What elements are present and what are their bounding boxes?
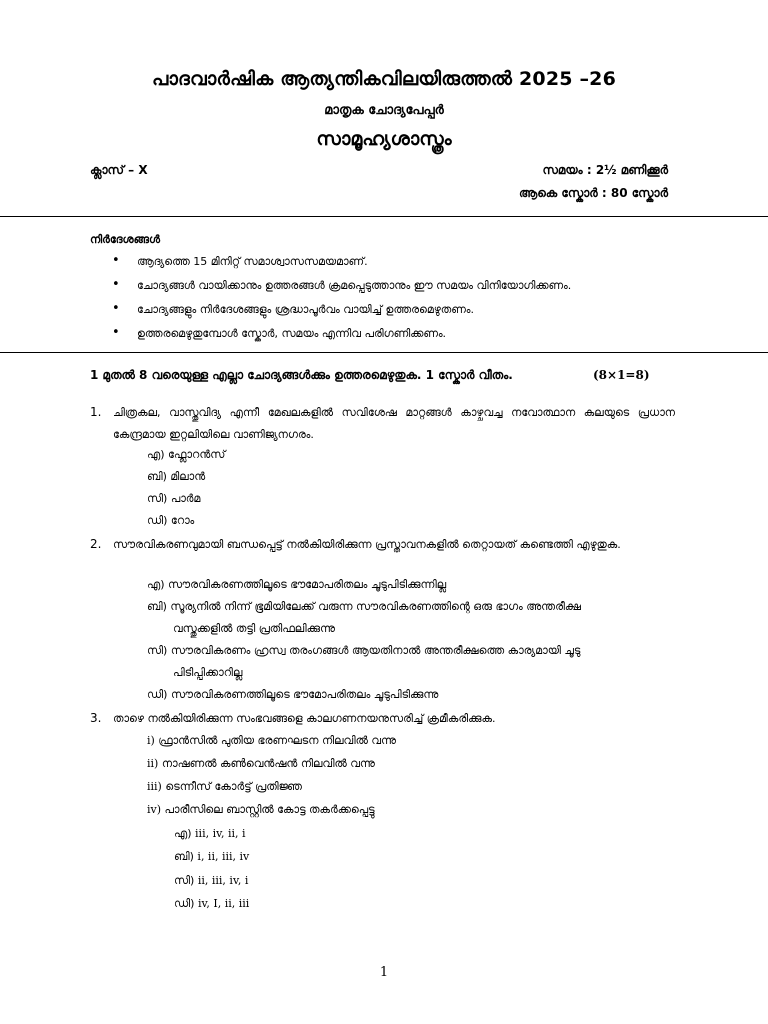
option bbox=[147, 684, 675, 706]
divider-bottom bbox=[0, 352, 768, 353]
option-value: ii, iii, iv, i bbox=[197, 874, 249, 887]
event-item bbox=[147, 734, 396, 748]
instructions-heading: നിർദേശങ്ങൾ bbox=[90, 233, 161, 246]
event-item bbox=[147, 803, 375, 817]
option-text: സൗരവികരണത്തിലൂടെ ഭൗമോപരിതലം ചൂടുപിടിക്കുന്നില്ല bbox=[168, 578, 447, 591]
section-marks: (8×1=8) bbox=[593, 368, 650, 382]
option-label: സി) bbox=[174, 874, 195, 887]
event-text: ടെന്നീസ് കോർട്ട് പ്രതിജ്ഞ bbox=[165, 780, 302, 793]
event-numeral: ii) bbox=[147, 757, 159, 770]
option-label: ബി) bbox=[174, 850, 194, 863]
event-numeral: i) bbox=[147, 734, 155, 747]
event-text: നാഷണൽ കൺവെൻഷൻ നിലവിൽ വന്നു bbox=[161, 757, 375, 770]
question-number: 1. bbox=[90, 405, 102, 419]
divider-top bbox=[0, 216, 768, 217]
option-label: സി) bbox=[147, 644, 168, 657]
event-item bbox=[147, 757, 375, 771]
event-text: ഫ്രാൻസിൽ പുതിയ ഭരണഘടന നിലവിൽ വന്നു bbox=[158, 734, 396, 747]
option-value: iii, iv, ii, i bbox=[195, 827, 246, 840]
question-text: ചിത്രകല, വാസ്തുവിദ്യ എന്നീ മേഖലകളിൽ സവിശേഷ മാറ്റങ്ങൾ കാഴ്ചവച്ച നവോത്ഥാന കലയുടെ പ്രധാന കേന്ദ്രമായ ഇറ്റലിയിലെ വാണിജ്യനഗരം. bbox=[113, 406, 675, 441]
class-label: ക്ലാസ് – X bbox=[90, 163, 148, 177]
event-numeral: iii) bbox=[147, 780, 162, 793]
option bbox=[174, 850, 249, 864]
score-label: ആകെ സ്കോർ : 80 സ്കോർ bbox=[518, 186, 668, 200]
option-text: സൗരവികരണത്തിലൂടെ ഭൗമോപരിതലം ചൂടുപിടിക്കുന്നു bbox=[170, 688, 439, 701]
instruction-item: • ചോദ്യങ്ങളും നിർദേശങ്ങളും ശ്രദ്ധാപൂർവം വായിച്ച് ഉത്തരമെഴുതണം. bbox=[112, 303, 571, 327]
option-text: സൗരവികരണം ഹ്രസ്വ തരംഗങ്ങൾ ആയതിനാൽ അന്തരീക്ഷത്തെ കാര്യമായി ചൂടു bbox=[170, 644, 581, 657]
event-item bbox=[147, 780, 302, 794]
option bbox=[147, 640, 675, 684]
option-value: iv, I, ii, iii bbox=[197, 897, 250, 910]
question-number: 3. bbox=[90, 711, 102, 725]
exam-subtitle: മാതൃക ചോദ്യപേപ്പർ bbox=[324, 103, 444, 118]
subject-title: സാമൂഹ്യശാസ്ത്രം bbox=[316, 128, 452, 150]
event-numeral: iv) bbox=[147, 803, 162, 816]
section-instruction: 1 മുതൽ 8 വരെയുള്ള എല്ലാ ചോദ്യങ്ങൾക്കും ഉത്തരമെഴുതുക. 1 സ്കോർ വീതം. bbox=[90, 368, 513, 382]
question-text: സൗരവികരണവുമായി ബന്ധപ്പെട്ട് നൽകിയിരിക്കുന്ന പ്രസ്താവനകളിൽ തെറ്റായത് കണ്ടെത്തി എഴുതുക. bbox=[113, 538, 621, 551]
option: എ) ഫ്ലോറൻസ് bbox=[147, 448, 226, 461]
instruction-item: • ആദ്യത്തെ 15 മിനിറ്റ് സമാശ്വാസസമയമാണ്. bbox=[112, 255, 571, 279]
question-number: 2. bbox=[90, 537, 102, 551]
instructions-list bbox=[112, 255, 571, 351]
option: സി) പാർമ bbox=[147, 492, 201, 505]
time-label: സമയം : 2½ മണിക്കൂർ bbox=[542, 163, 668, 177]
option-text-continued: വസ്തുക്കളിൽ തട്ടി പ്രതിഫലിക്കുന്നു bbox=[173, 622, 335, 635]
instruction-item: • ചോദ്യങ്ങൾ വായിക്കാനും ഉത്തരങ്ങൾ ക്രമപ്പെടുത്താനും ഈ സമയം വിനിയോഗിക്കണം. bbox=[112, 279, 571, 303]
option-label: ബി) bbox=[147, 600, 167, 613]
option bbox=[174, 897, 249, 911]
page-number: 1 bbox=[379, 965, 389, 980]
option-label: ഡി) bbox=[147, 688, 168, 701]
option-label: എ) bbox=[147, 578, 165, 591]
option bbox=[147, 574, 675, 596]
exam-title: പാദവാർഷിക ആത്യന്തികവിലയിരുത്തൽ 2025 –26 bbox=[151, 68, 617, 90]
option bbox=[147, 596, 675, 640]
option-label: എ) bbox=[174, 827, 192, 840]
question-text: താഴെ നൽകിയിരിക്കുന്ന സംഭവങ്ങളെ കാലഗണനയനുസരിച്ച് ക്രമീകരിക്കുക. bbox=[113, 712, 496, 725]
option: ഡി) റോം bbox=[147, 514, 195, 527]
option-text-continued: പിടിപ്പിക്കാറില്ല bbox=[173, 666, 243, 679]
option bbox=[174, 874, 248, 888]
option bbox=[174, 827, 246, 841]
option: ബി) മിലാൻ bbox=[147, 470, 206, 483]
option-value: i, ii, iii, iv bbox=[197, 850, 250, 863]
option-text: സൂര്യനിൽ നിന്ന് ഭൂമിയിലേക്ക് വരുന്ന സൗരവികരണത്തിന്റെ ഒരു ഭാഗം അന്തരീക്ഷ bbox=[170, 600, 581, 613]
option-label: ഡി) bbox=[174, 897, 195, 910]
instruction-item: • ഉത്തരമെഴുതുമ്പോൾ സ്കോർ, സമയം എന്നിവ പരിഗണിക്കണം. bbox=[112, 327, 571, 351]
event-text: പാരീസിലെ ബാസ്റ്റിൽ കോട്ട തകർക്കപ്പെട്ടു bbox=[164, 803, 375, 816]
